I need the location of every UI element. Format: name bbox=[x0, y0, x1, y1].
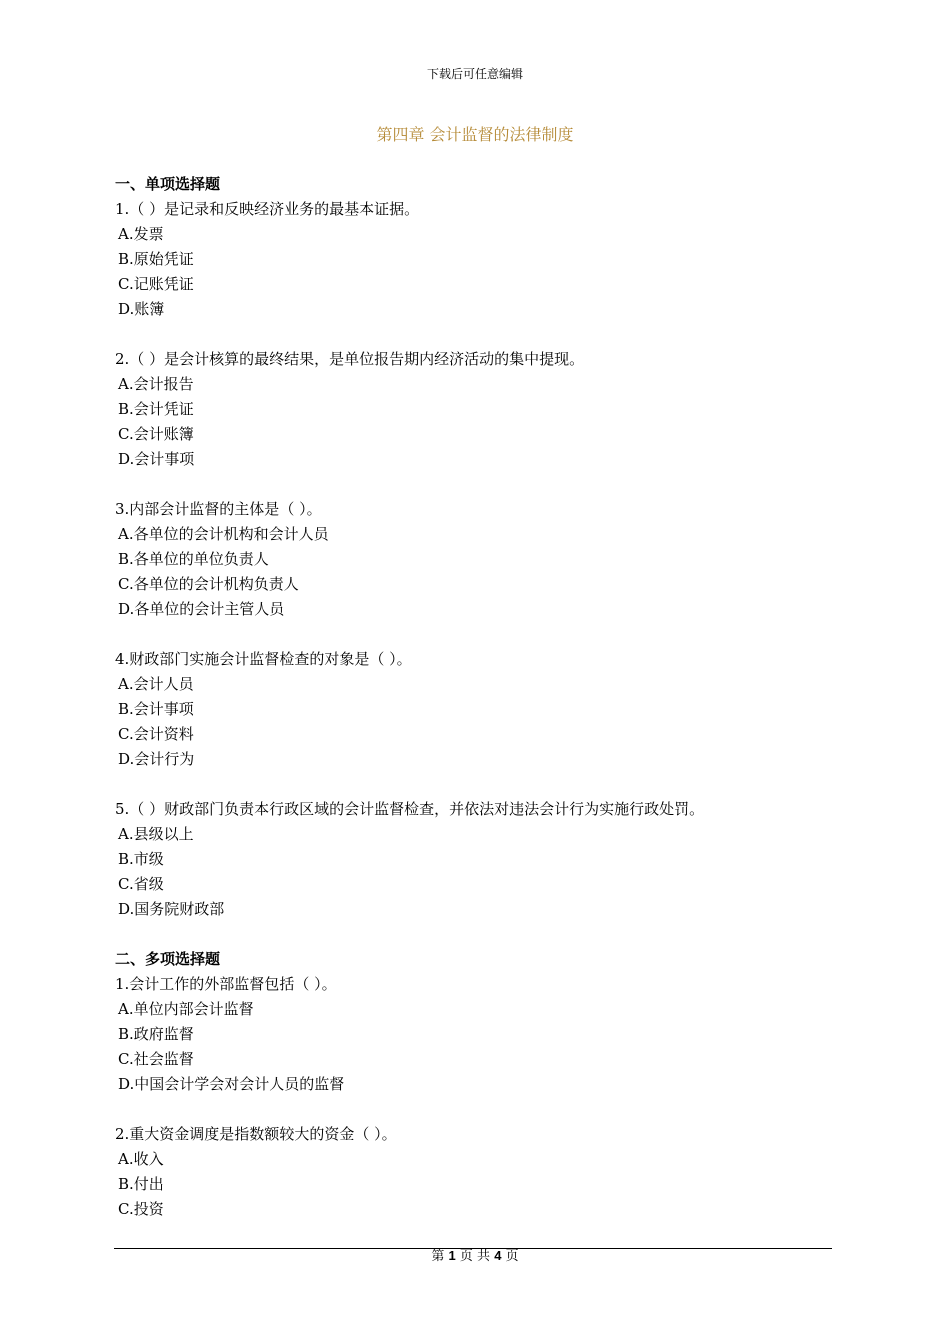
question-1 bbox=[115, 197, 835, 322]
section-multiple-choice bbox=[115, 947, 835, 1222]
option-b: B.会计事项 bbox=[118, 700, 194, 718]
option-c: C.社会监督 bbox=[118, 1050, 194, 1068]
page-header: 下载后可任意编辑 bbox=[426, 67, 523, 81]
option-c: C.各单位的会计机构负责人 bbox=[118, 575, 299, 593]
question-stem: 1.会计工作的外部监督包括（ ）。 bbox=[115, 975, 337, 993]
option-a: A.单位内部会计监督 bbox=[118, 1000, 254, 1018]
option-d: D.账簿 bbox=[118, 300, 165, 318]
question-2 bbox=[115, 1122, 835, 1222]
question-4 bbox=[115, 647, 835, 772]
section-single-choice bbox=[115, 172, 835, 947]
question-1 bbox=[115, 972, 835, 1097]
page-footer bbox=[0, 1247, 950, 1266]
option-a: A.发票 bbox=[118, 225, 164, 243]
option-a: A.各单位的会计机构和会计人员 bbox=[118, 525, 329, 543]
option-c: C.省级 bbox=[118, 875, 164, 893]
option-a: A.收入 bbox=[118, 1150, 164, 1168]
spacer bbox=[115, 772, 835, 797]
option-a: A.县级以上 bbox=[118, 825, 194, 843]
footer-middle: 页 共 bbox=[459, 1249, 491, 1264]
option-b: B.原始凭证 bbox=[118, 250, 194, 268]
option-d: D.会计事项 bbox=[118, 450, 195, 468]
option-d: D.国务院财政部 bbox=[118, 900, 225, 918]
question-stem: 2.重大资金调度是指数额较大的资金（ ）。 bbox=[115, 1125, 397, 1143]
option-a: A.会计人员 bbox=[118, 675, 194, 693]
chapter-title: 第四章 会计监督的法律制度 bbox=[376, 125, 574, 144]
footer-prefix: 第 bbox=[431, 1249, 445, 1264]
option-b: B.政府监督 bbox=[118, 1025, 194, 1043]
option-b: B.会计凭证 bbox=[118, 400, 194, 418]
question-2 bbox=[115, 347, 835, 472]
option-d: D.各单位的会计主管人员 bbox=[118, 600, 285, 618]
option-d: D.中国会计学会对会计人员的监督 bbox=[118, 1075, 345, 1093]
question-stem: 2.（ ）是会计核算的最终结果，是单位报告期内经济活动的集中提现。 bbox=[115, 350, 585, 368]
option-c: C.会计资料 bbox=[118, 725, 194, 743]
question-stem: 5.（ ）财政部门负责本行政区域的会计监督检查，并依法对违法会计行为实施行政处罚。 bbox=[115, 800, 705, 818]
option-a: A.会计报告 bbox=[118, 375, 194, 393]
section-heading: 二、多项选择题 bbox=[115, 950, 221, 968]
question-3 bbox=[115, 497, 835, 622]
question-stem: 3.内部会计监督的主体是（ ）。 bbox=[115, 500, 322, 518]
option-b: B.各单位的单位负责人 bbox=[118, 550, 269, 568]
option-c: C.投资 bbox=[118, 1200, 164, 1218]
total-page-count: 4 bbox=[494, 1248, 502, 1263]
question-5 bbox=[115, 797, 835, 922]
option-c: C.会计账簿 bbox=[118, 425, 194, 443]
footer-suffix: 页 bbox=[505, 1249, 519, 1264]
option-b: B.付出 bbox=[118, 1175, 164, 1193]
spacer bbox=[115, 622, 835, 647]
question-stem: 1.（ ）是记录和反映经济业务的最基本证据。 bbox=[115, 200, 420, 218]
spacer bbox=[115, 922, 835, 947]
section-heading: 一、单项选择题 bbox=[115, 175, 221, 193]
current-page-number: 1 bbox=[448, 1248, 456, 1263]
spacer bbox=[115, 1097, 835, 1122]
document-body bbox=[115, 172, 835, 1222]
question-stem: 4.财政部门实施会计监督检查的对象是（ ）。 bbox=[115, 650, 412, 668]
option-b: B.市级 bbox=[118, 850, 164, 868]
option-c: C.记账凭证 bbox=[118, 275, 194, 293]
option-d: D.会计行为 bbox=[118, 750, 195, 768]
spacer bbox=[115, 322, 835, 347]
spacer bbox=[115, 472, 835, 497]
